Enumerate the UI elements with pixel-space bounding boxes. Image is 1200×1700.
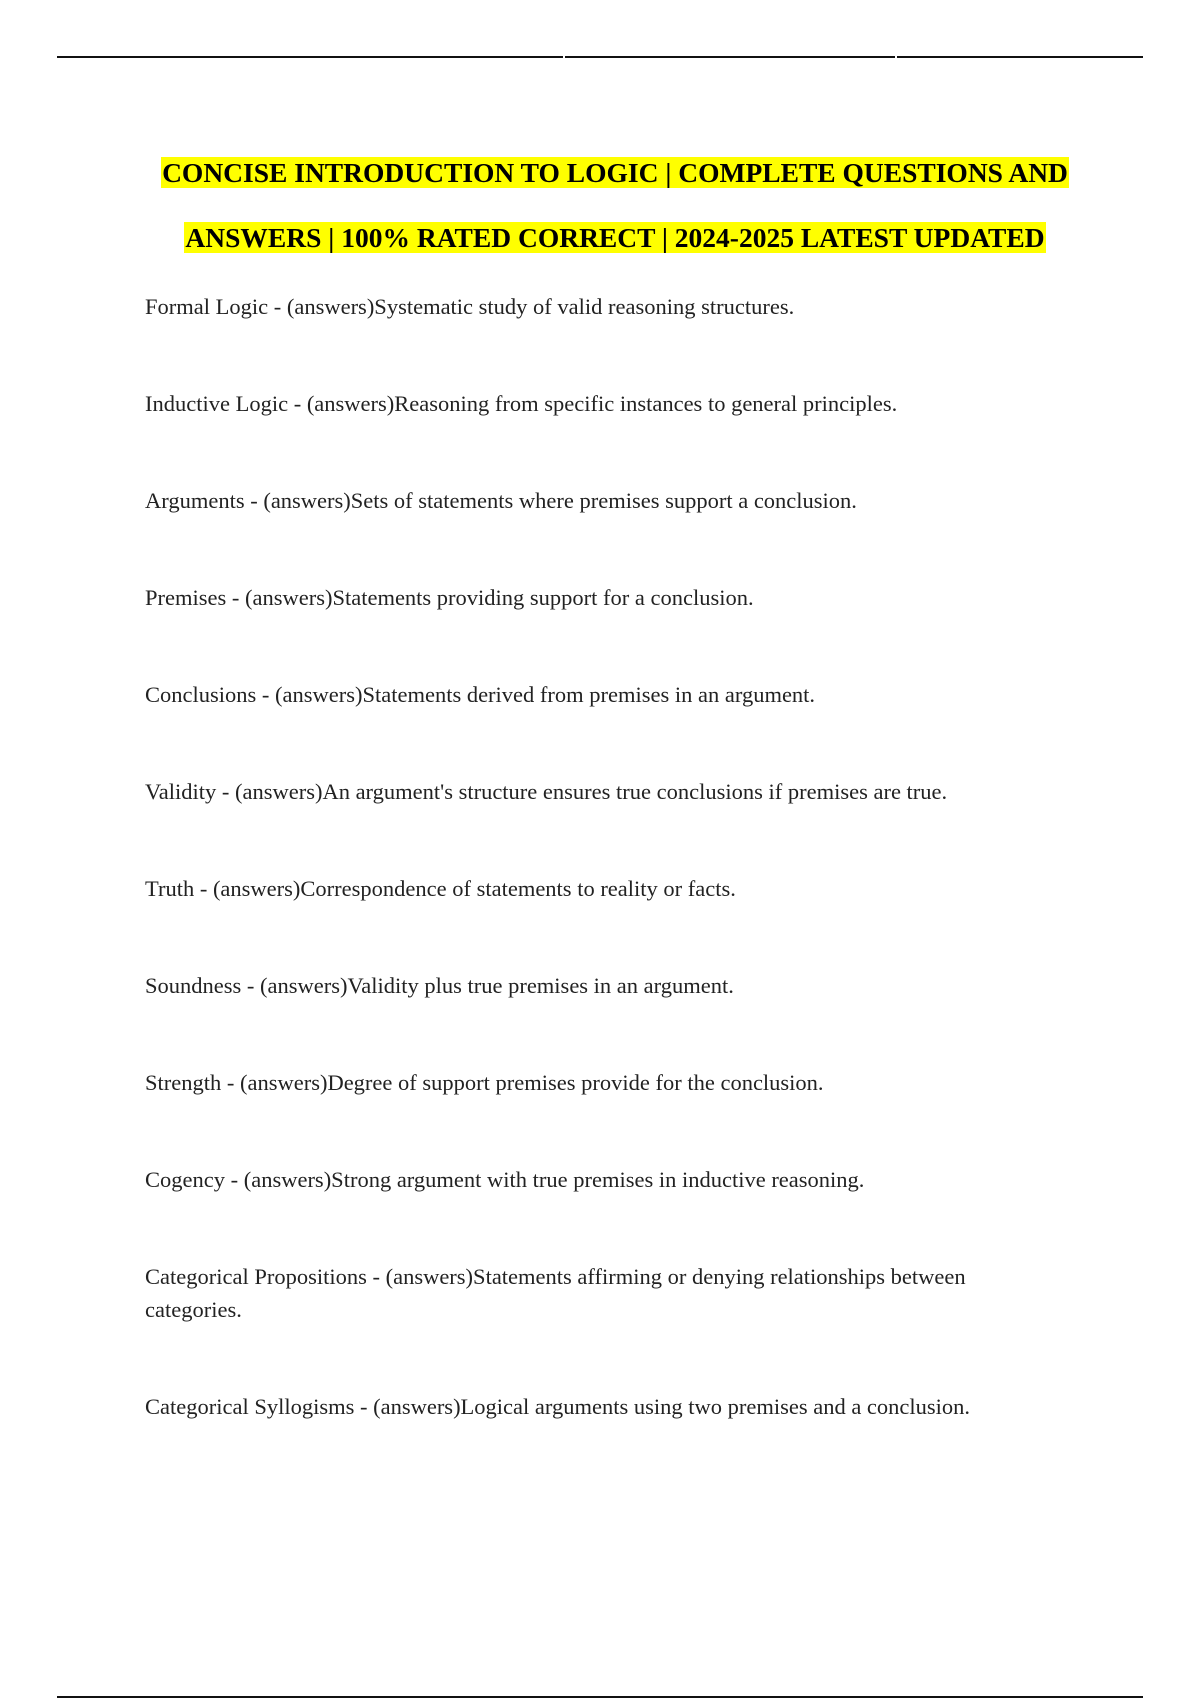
qa-entry-premises: Premises - (answers)Statements providing support for a conclusion. [145, 585, 754, 610]
qa-entry-categorical-propositions: Categorical Propositions - (answers)Statements affirming or denying relationships between categories. [145, 1264, 966, 1322]
qa-entry-soundness: Soundness - (answers)Validity plus true premises in an argument. [145, 973, 734, 998]
qa-entry-conclusions: Conclusions - (answers)Statements derived from premises in an argument. [145, 682, 816, 707]
title-line-2: ANSWERS | 100% RATED CORRECT | 2024-2025 LATEST UPDATED [185, 222, 1045, 253]
qa-entry-inductive-logic: Inductive Logic - (answers)Reasoning from specific instances to general principles. [145, 391, 898, 416]
qa-entry-arguments: Arguments - (answers)Sets of statements where premises support a conclusion. [145, 488, 857, 513]
top-rule [57, 56, 1143, 58]
qa-entry-categorical-syllogisms: Categorical Syllogisms - (answers)Logical arguments using two premises and a conclusion. [145, 1394, 971, 1419]
bottom-rule [57, 1696, 1143, 1698]
qa-entry-cogency: Cogency - (answers)Strong argument with true premises in inductive reasoning. [145, 1167, 865, 1192]
qa-entry-formal-logic: Formal Logic - (answers)Systematic study of valid reasoning structures. [145, 294, 795, 319]
document-title [80, 140, 1150, 270]
qa-entry-truth: Truth - (answers)Correspondence of statements to reality or facts. [145, 876, 736, 901]
qa-list [145, 290, 1045, 1487]
qa-entry-validity: Validity - (answers)An argument's structure ensures true conclusions if premises are true. [145, 779, 948, 804]
qa-entry-strength: Strength - (answers)Degree of support premises provide for the conclusion. [145, 1070, 824, 1095]
title-line-1: CONCISE INTRODUCTION TO LOGIC | COMPLETE QUESTIONS AND [162, 157, 1068, 188]
